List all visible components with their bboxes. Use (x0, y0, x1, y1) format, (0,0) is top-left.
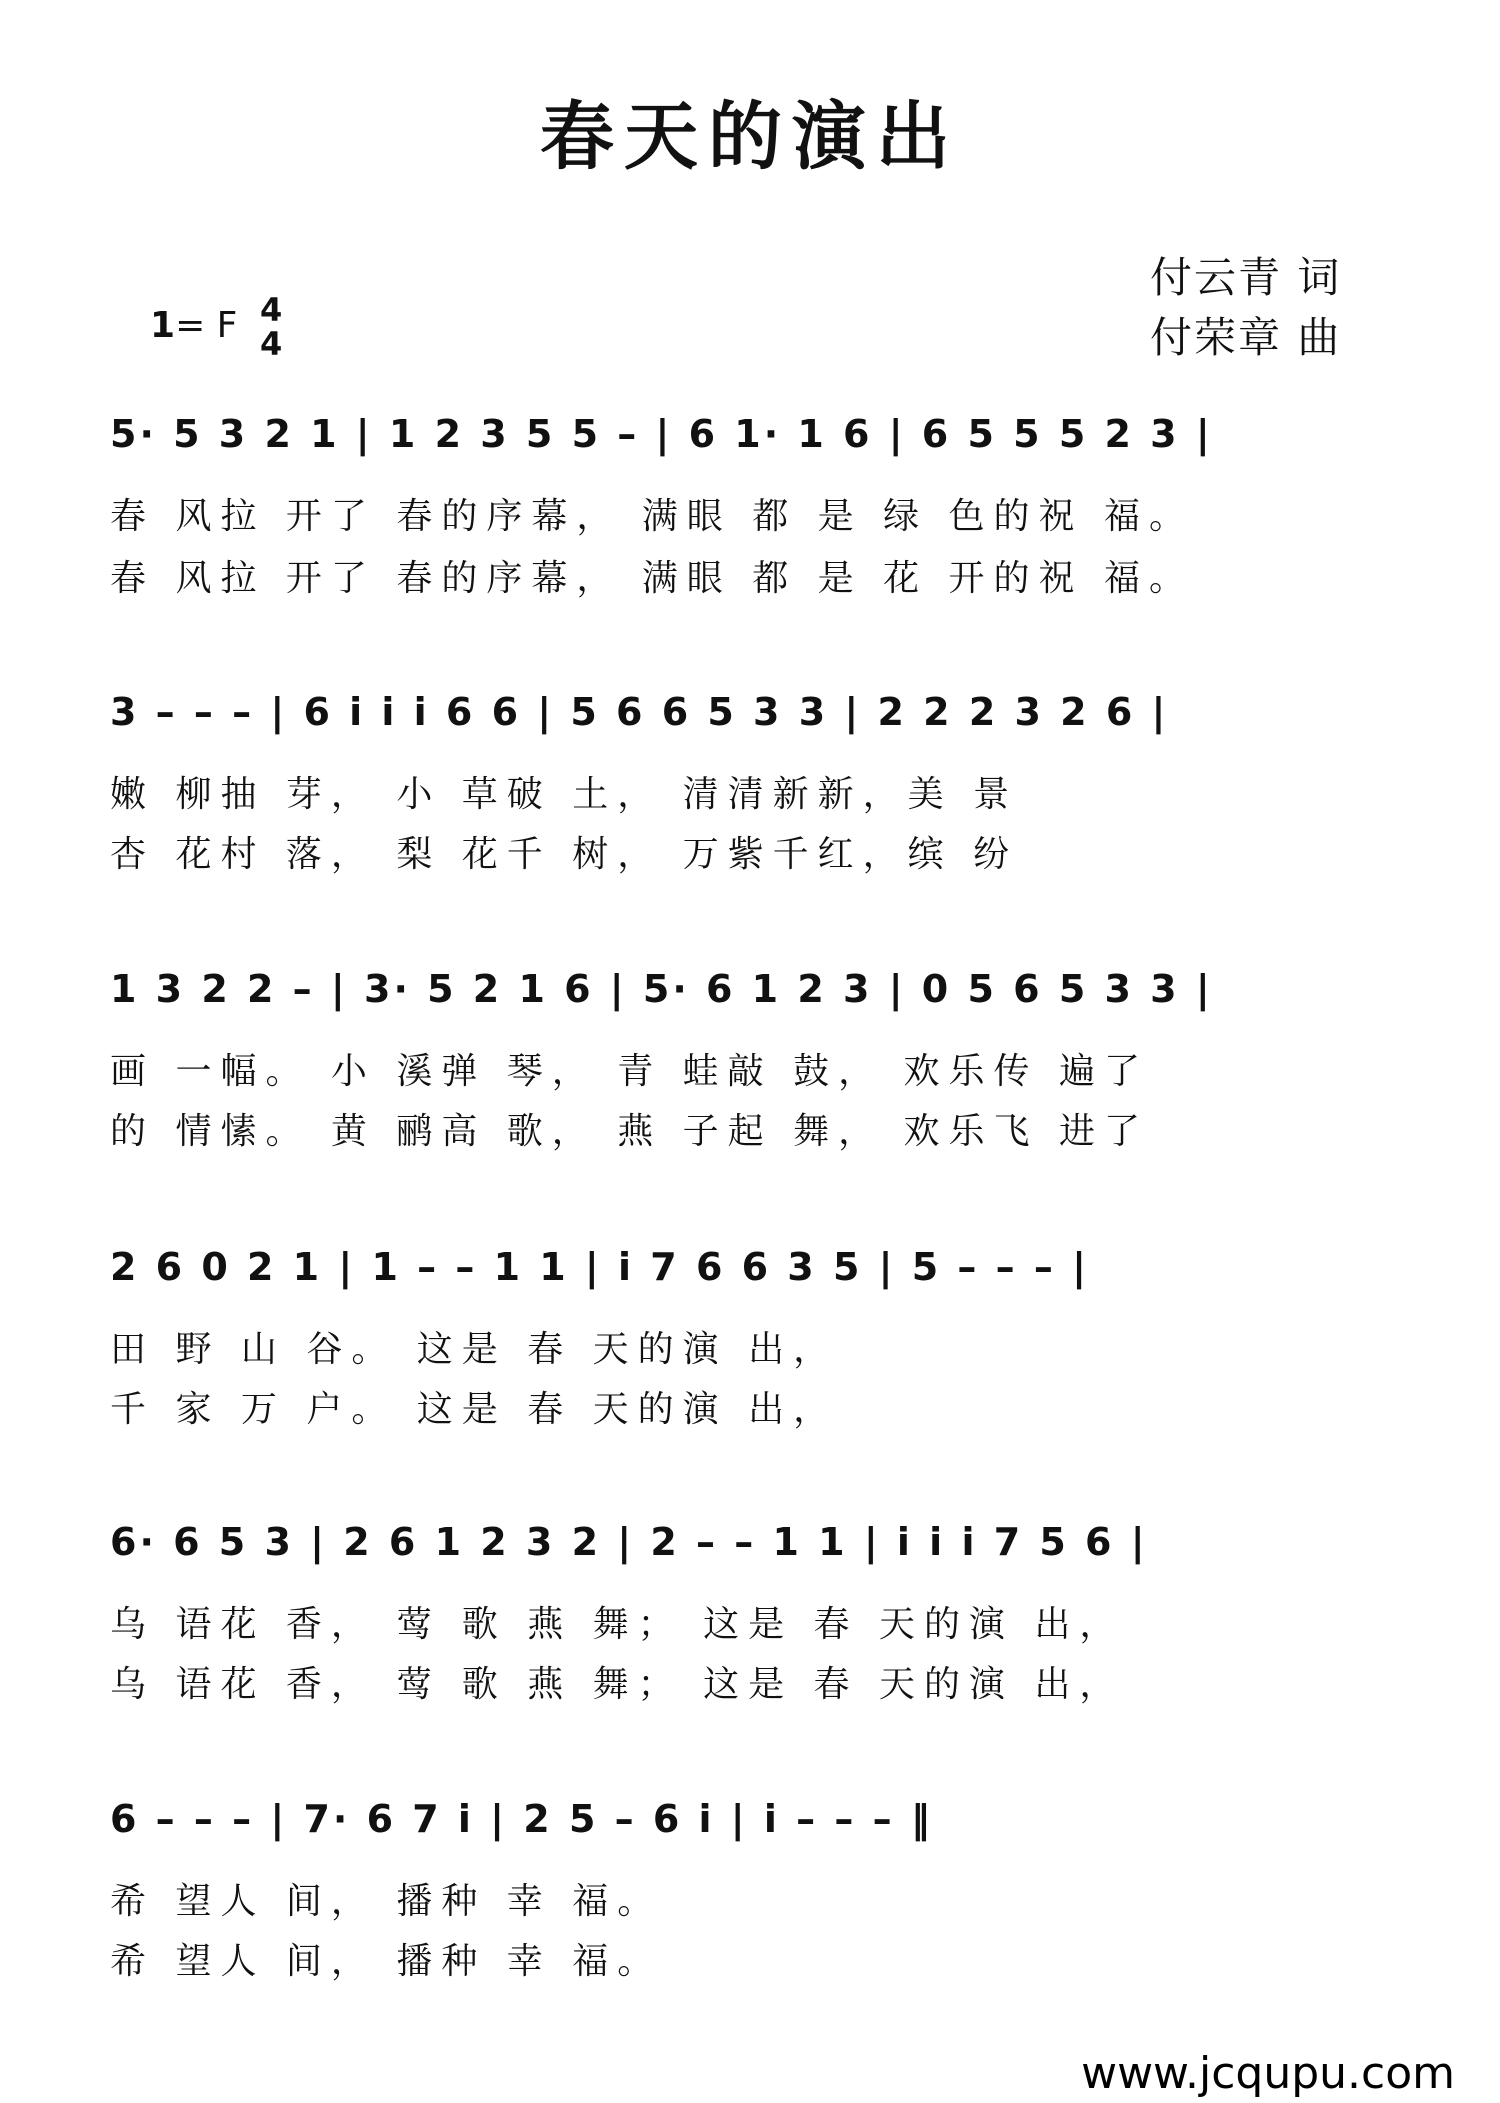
lyric-verse-2: 杏 花村 落， 梨 花千 树， 万紫千红，缤 纷 (110, 834, 1019, 875)
staff-line: 6· 6 5 3 | 2 6 1 2 3 2 | 2 – – 1 1 | i i i 7 5 6 | (110, 1520, 1148, 1564)
lyric-verse-2: 希 望人 间， 播种 幸 福。 (110, 1941, 663, 1982)
staff-line: 5· 5 3 2 1 | 1 2 3 5 5 – | 6 1· 1 6 | 6 5 5 5 2 3 | (110, 412, 1213, 456)
composer-credit: 付荣章 曲 (1150, 313, 1342, 362)
staff-line: 3 – – – | 6 i i i 6 6 | 5 6 6 5 3 3 | 2 2 2 3 2 6 | (110, 690, 1169, 734)
key-degree: 1 (150, 305, 176, 346)
meter-bottom: 4 (260, 325, 283, 363)
lyric-verse-1: 春 风拉 开了 春的序幕， 满眼 都 是 绿 色的祝 福。 (110, 496, 1194, 537)
song-title: 春天的演出 (540, 94, 960, 180)
lyric-verse-1: 田 野 山 谷。 这是 春 天的演 出， (110, 1329, 839, 1370)
lyricist-credit: 付云青 词 (1150, 253, 1342, 302)
staff-line: 1 3 2 2 – | 3· 5 2 1 6 | 5· 6 1 2 3 | 0 5 6 5 3 3 | (110, 967, 1213, 1011)
lyric-verse-1: 嫩 柳抽 芽， 小 草破 土， 清清新新，美 景 (110, 774, 1019, 815)
lyric-verse-2: 千 家 万 户。 这是 春 天的演 出， (110, 1389, 839, 1430)
staff-line: 2 6 0 2 1 | 1 – – 1 1 | i 7 6 6 3 5 | 5 – – – | (110, 1245, 1089, 1289)
staff-line: 6 – – – | 7· 6 7 i | 2 5 – 6 i | i – – – ‖ (110, 1797, 933, 1841)
lyric-verse-1: 希 望人 间， 播种 幸 福。 (110, 1881, 663, 1922)
time-signature (260, 293, 282, 361)
meter-top: 4 (260, 291, 283, 329)
lyric-verse-2: 乌 语花 香， 莺 歌 燕 舞； 这是 春 天的演 出， (110, 1664, 1125, 1705)
site-watermark: www.jcqupu.com (1081, 2048, 1455, 2099)
lyric-verse-1: 乌 语花 香， 莺 歌 燕 舞； 这是 春 天的演 出， (110, 1604, 1125, 1645)
key-text: = F (175, 305, 238, 346)
key-signature (150, 305, 237, 346)
lyric-verse-2: 春 风拉 开了 春的序幕， 满眼 都 是 花 开的祝 福。 (110, 558, 1194, 599)
lyric-verse-2: 的 情愫。 黄 鹂高 歌， 燕 子起 舞， 欢乐飞 进了 (110, 1111, 1149, 1152)
lyric-verse-1: 画 一幅。 小 溪弹 琴， 青 蛙敲 鼓， 欢乐传 遍了 (110, 1051, 1149, 1092)
